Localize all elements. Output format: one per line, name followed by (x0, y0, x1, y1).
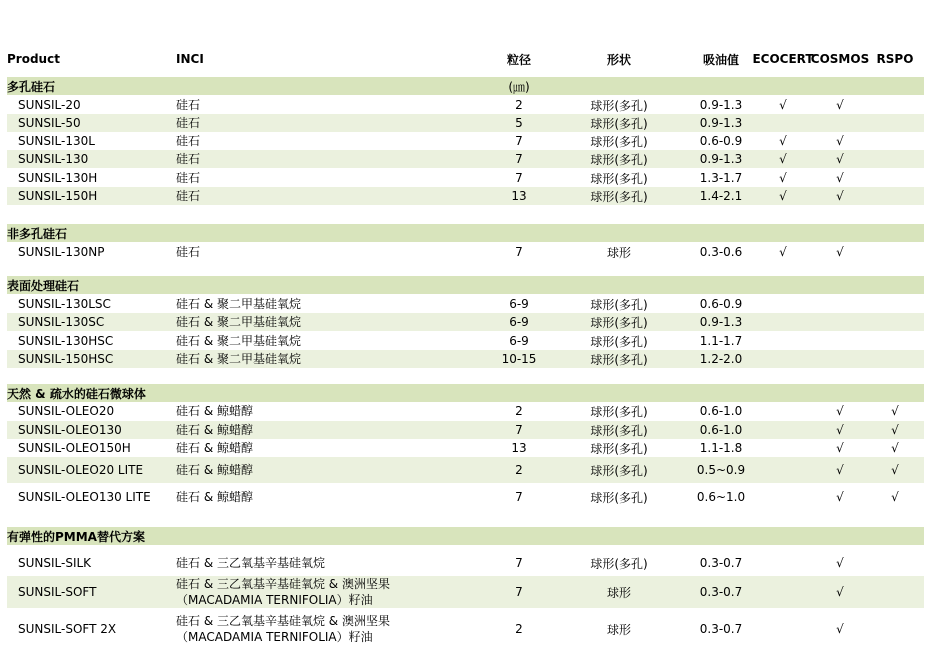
table-row (7, 96, 924, 114)
section-title: 天然 & 疏水的硅石微球体 (7, 386, 146, 401)
cell-rspo (871, 576, 919, 608)
cell-oil: 0.6~1.0 (696, 490, 746, 504)
cell-inci: 硅石 & 鲸蜡醇 (176, 490, 253, 504)
cell-rspo (871, 132, 919, 150)
table-header-row (7, 50, 924, 68)
cell-shape: 球形(多孔) (590, 116, 648, 131)
cell-cosmos (811, 332, 869, 350)
size-unit (489, 384, 549, 402)
table-row (7, 187, 924, 205)
cell-cosmos: √ (836, 134, 844, 148)
cell-shape: 球形(多孔) (590, 352, 648, 367)
cell-oil: 0.9-1.3 (699, 152, 743, 166)
cell-shape: 球形(多孔) (590, 404, 648, 419)
cell-inci: 硅石 (176, 116, 201, 130)
cell-ecocert: √ (779, 134, 787, 148)
cell-ecocert (752, 484, 814, 510)
cell-inci: 硅石 & 鲸蜡醇 (176, 423, 253, 437)
cell-ecocert (752, 612, 814, 646)
cell-oil: 0.5~0.9 (696, 463, 746, 477)
section-header-row (7, 77, 924, 95)
cell-inci: 硅石 & 鲸蜡醇 (176, 463, 253, 477)
cell-shape: 球形 (606, 622, 631, 637)
header-ecocert: ECOCERT (752, 52, 814, 66)
cell-ecocert: √ (779, 171, 787, 185)
cell-cosmos (811, 114, 869, 132)
cell-shape: 球形 (606, 245, 631, 260)
cell-shape: 球形(多孔) (590, 189, 648, 204)
cell-cosmos: √ (836, 152, 844, 166)
cell-rspo (871, 295, 919, 313)
cell-inci: 硅石 (176, 134, 201, 148)
header-inci: INCI (176, 52, 204, 66)
section-title: 有弹性的PMMA替代方案 (7, 529, 145, 544)
cell-product: SUNSIL-SOFT 2X (18, 622, 117, 636)
cell-size: 7 (515, 490, 523, 504)
header-shape: 形状 (606, 52, 631, 67)
table-row (7, 421, 924, 439)
cell-size: 7 (515, 423, 523, 437)
cell-ecocert: √ (779, 189, 787, 203)
cell-rspo (871, 332, 919, 350)
cell-ecocert (752, 421, 814, 439)
section-header-row (7, 224, 924, 242)
cell-inci: 硅石 (176, 152, 201, 166)
table-row (7, 169, 924, 187)
cell-ecocert (752, 439, 814, 457)
cell-cosmos: √ (836, 423, 844, 437)
cell-product: SUNSIL-130 (18, 152, 89, 166)
cell-inci: 硅石 & 聚二甲基硅氧烷 (176, 334, 301, 348)
cell-rspo (871, 612, 919, 646)
cell-inci: 硅石 (176, 189, 201, 203)
cell-shape: 球形(多孔) (590, 334, 648, 349)
cell-size: 6-9 (509, 334, 529, 348)
table-row (7, 553, 924, 573)
cell-inci: 硅石 (176, 245, 201, 259)
cell-rspo: √ (891, 441, 899, 455)
cell-rspo (871, 169, 919, 187)
size-unit: (㎛) (508, 79, 530, 94)
cell-cosmos: √ (836, 622, 844, 636)
cell-size: 5 (515, 116, 523, 130)
cell-rspo: √ (891, 404, 899, 418)
cell-shape: 球形(多孔) (590, 171, 648, 186)
table-row (7, 402, 924, 420)
cell-cosmos: √ (836, 463, 844, 477)
cell-cosmos: √ (836, 441, 844, 455)
cell-inci: 硅石 & 三乙氧基辛基硅氧烷 (176, 556, 325, 570)
cell-shape: 球形(多孔) (590, 134, 648, 149)
cell-cosmos: √ (836, 556, 844, 570)
cell-product: SUNSIL-130SC (18, 315, 105, 329)
cell-size: 2 (515, 463, 523, 477)
cell-cosmos: √ (836, 404, 844, 418)
cell-rspo (871, 553, 919, 573)
section-title: 多孔硅石 (7, 79, 56, 94)
cell-rspo: √ (891, 463, 899, 477)
cell-ecocert (752, 553, 814, 573)
cell-shape: 球形(多孔) (590, 441, 648, 456)
cell-rspo (871, 187, 919, 205)
cell-ecocert (752, 295, 814, 313)
cell-rspo (871, 350, 919, 368)
cell-inci: 硅石 & 聚二甲基硅氧烷 (176, 297, 301, 311)
cell-rspo (871, 313, 919, 331)
header-oil-absorption: 吸油值 (702, 52, 739, 67)
cell-oil: 0.9-1.3 (699, 98, 743, 112)
cell-size: 7 (515, 585, 523, 599)
cell-product: SUNSIL-OLEO20 LITE (18, 463, 144, 477)
cell-ecocert (752, 402, 814, 420)
cell-inci: 硅石 & 聚二甲基硅氧烷 (176, 315, 301, 329)
cell-product: SUNSIL-130H (18, 171, 98, 185)
cell-cosmos (811, 313, 869, 331)
cell-rspo (871, 114, 919, 132)
cell-cosmos: √ (836, 490, 844, 504)
cell-cosmos: √ (836, 585, 844, 599)
cell-oil: 1.2-2.0 (699, 352, 743, 366)
cell-oil: 0.6-0.9 (699, 134, 743, 148)
cell-size: 6-9 (509, 297, 529, 311)
cell-product: SUNSIL-OLEO130 LITE (18, 490, 151, 504)
table-row (7, 576, 924, 608)
cell-ecocert (752, 576, 814, 608)
cell-inci: 硅石 (176, 171, 201, 185)
header-cosmos: COSMOS (810, 52, 870, 66)
cell-shape: 球形(多孔) (590, 556, 648, 571)
cell-inci: 硅石 & 鲸蜡醇 (176, 404, 253, 418)
table-row (7, 439, 924, 457)
cell-shape: 球形(多孔) (590, 98, 648, 113)
cell-product: SUNSIL-150H (18, 189, 98, 203)
cell-product: SUNSIL-150HSC (18, 352, 114, 366)
cell-ecocert (752, 350, 814, 368)
cell-inci: 硅石 (176, 98, 201, 112)
table-row (7, 484, 924, 510)
cell-size: 7 (515, 245, 523, 259)
cell-shape: 球形(多孔) (590, 297, 648, 312)
cell-size: 7 (515, 134, 523, 148)
cell-product: SUNSIL-130NP (18, 245, 105, 259)
cell-shape: 球形(多孔) (590, 315, 648, 330)
cell-oil: 0.3-0.6 (699, 245, 743, 259)
cell-oil: 0.6-1.0 (699, 423, 743, 437)
table-row (7, 350, 924, 368)
cell-inci: 硅石 & 三乙氧基辛基硅氧烷 & 澳洲坚果（MACADAMIA TERNIFOLIA）籽油 (176, 614, 390, 644)
header-rspo: RSPO (876, 52, 914, 66)
cell-oil: 0.3-0.7 (699, 622, 743, 636)
cell-product: SUNSIL-130LSC (18, 297, 111, 311)
cell-product: SUNSIL-SOFT (18, 585, 97, 599)
cell-ecocert (752, 114, 814, 132)
size-unit (489, 224, 549, 242)
section-header-row (7, 276, 924, 294)
cell-cosmos: √ (836, 189, 844, 203)
cell-product: SUNSIL-130L (18, 134, 95, 148)
cell-size: 2 (515, 98, 523, 112)
table-row (7, 295, 924, 313)
cell-ecocert: √ (779, 152, 787, 166)
cell-rspo (871, 96, 919, 114)
cell-oil: 0.3-0.7 (699, 585, 743, 599)
section-header-row (7, 384, 924, 402)
size-unit (489, 527, 549, 545)
cell-ecocert: √ (779, 245, 787, 259)
cell-rspo (871, 150, 919, 168)
cell-size: 7 (515, 152, 523, 166)
table-row (7, 612, 924, 646)
cell-product: SUNSIL-20 (18, 98, 81, 112)
cell-size: 13 (511, 189, 527, 203)
table-row (7, 243, 924, 261)
size-unit (489, 276, 549, 294)
cell-product: SUNSIL-OLEO130 (18, 423, 122, 437)
table-row (7, 313, 924, 331)
cell-oil: 1.3-1.7 (699, 171, 743, 185)
cell-size: 2 (515, 622, 523, 636)
section-header-row (7, 527, 924, 545)
cell-size: 7 (515, 556, 523, 570)
cell-size: 6-9 (509, 315, 529, 329)
cell-oil: 1.1-1.7 (699, 334, 743, 348)
cell-shape: 球形(多孔) (590, 490, 648, 505)
cell-oil: 0.9-1.3 (699, 315, 743, 329)
cell-inci: 硅石 & 三乙氧基辛基硅氧烷 & 澳洲坚果（MACADAMIA TERNIFOLIA）籽油 (176, 577, 390, 607)
cell-shape: 球形(多孔) (590, 152, 648, 167)
cell-ecocert (752, 332, 814, 350)
cell-product: SUNSIL-OLEO150H (18, 441, 131, 455)
table-row (7, 132, 924, 150)
table-row (7, 150, 924, 168)
header-size: 粒径 (506, 52, 531, 67)
cell-shape: 球形 (606, 585, 631, 600)
cell-product: SUNSIL-OLEO20 (18, 404, 115, 418)
table-row (7, 114, 924, 132)
cell-ecocert (752, 313, 814, 331)
cell-size: 13 (511, 441, 527, 455)
cell-product: SUNSIL-130HSC (18, 334, 114, 348)
cell-oil: 0.6-0.9 (699, 297, 743, 311)
table-row (7, 457, 924, 483)
section-title: 非多孔硅石 (7, 226, 68, 241)
cell-oil: 1.4-2.1 (699, 189, 743, 203)
cell-inci: 硅石 & 鲸蜡醇 (176, 441, 253, 455)
cell-rspo (871, 243, 919, 261)
section-title: 表面处理硅石 (7, 278, 80, 293)
cell-oil: 0.9-1.3 (699, 116, 743, 130)
cell-shape: 球形(多孔) (590, 463, 648, 478)
cell-size: 2 (515, 404, 523, 418)
cell-cosmos (811, 350, 869, 368)
table-row (7, 332, 924, 350)
cell-cosmos: √ (836, 171, 844, 185)
cell-size: 10-15 (501, 352, 537, 366)
cell-inci: 硅石 & 聚二甲基硅氧烷 (176, 352, 301, 366)
cell-oil: 1.1-1.8 (699, 441, 743, 455)
cell-product: SUNSIL-SILK (18, 556, 92, 570)
cell-rspo: √ (891, 423, 899, 437)
cell-cosmos (811, 295, 869, 313)
cell-ecocert (752, 457, 814, 483)
cell-size: 7 (515, 171, 523, 185)
cell-shape: 球形(多孔) (590, 423, 648, 438)
cell-cosmos: √ (836, 245, 844, 259)
cell-oil: 0.6-1.0 (699, 404, 743, 418)
header-product: Product (7, 52, 60, 66)
cell-product: SUNSIL-50 (18, 116, 81, 130)
cell-cosmos: √ (836, 98, 844, 112)
cell-rspo: √ (891, 490, 899, 504)
cell-oil: 0.3-0.7 (699, 556, 743, 570)
cell-ecocert: √ (779, 98, 787, 112)
